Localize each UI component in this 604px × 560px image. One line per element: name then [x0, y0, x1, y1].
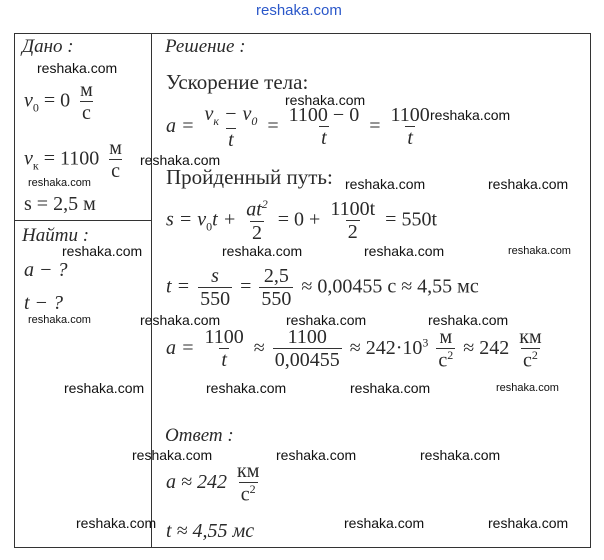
watermark: reshaka.com	[430, 107, 511, 123]
watermark: reshaka.com	[28, 177, 91, 189]
watermark: reshaka.com	[496, 382, 559, 394]
watermark: reshaka.com	[364, 243, 445, 259]
watermark: reshaka.com	[132, 447, 213, 463]
path-label: Пройденный путь:	[166, 165, 333, 189]
column-divider	[151, 33, 152, 548]
given-heading: Дано :	[22, 36, 74, 57]
find-heading: Найти :	[22, 225, 90, 246]
watermark: reshaka.com	[345, 176, 426, 192]
formula-acceleration: a = $\frac{v_к - v_0}{t}$ = $\frac{1100 - 0}{t}$ = $\frac{1100}{t}$	[166, 103, 430, 151]
answer-t: t ≈ 4,55 мс	[166, 520, 255, 542]
watermark: reshaka.com	[286, 312, 367, 328]
given-find-divider	[14, 220, 152, 221]
watermark: reshaka.com	[222, 243, 303, 259]
answer-a: a ≈ 242 $\frac{км}{с^2}$	[166, 460, 260, 506]
watermark: reshaka.com	[140, 152, 221, 168]
find-t: t − ?	[24, 292, 64, 314]
given-vk: $v_к = 1100$ $\frac{м}{с}$	[24, 137, 122, 182]
watermark: reshaka.com	[276, 447, 357, 463]
watermark: reshaka.com	[64, 380, 145, 396]
watermark: reshaka.com	[206, 380, 287, 396]
watermark: reshaka.com	[28, 314, 91, 326]
watermark: reshaka.com	[37, 60, 118, 76]
formula-time: t = $\frac{s}{550}$ = $\frac{2,5}{550}$ ≈ 0,00455 с ≈ 4,55 мс	[166, 265, 479, 310]
formula-path: $s = v_0t$ + $\frac{at^2}{2}$ = 0 + $\frac{1100t}{2}$ = 550t	[166, 197, 438, 244]
watermark: reshaka.com	[285, 92, 366, 108]
watermark-top: reshaka.com	[256, 2, 342, 19]
given-v0: $v_0 = 0$ $\frac{м}{с}$	[24, 79, 93, 124]
watermark: reshaka.com	[350, 380, 431, 396]
watermark: reshaka.com	[344, 515, 425, 531]
accel-label: Ускорение тела:	[166, 70, 309, 94]
watermark: reshaka.com	[420, 447, 501, 463]
watermark: reshaka.com	[508, 245, 571, 257]
answer-heading: Ответ :	[165, 425, 234, 446]
formula-acceleration-value: a = $\frac{1100}{t}$ ≈ $\frac{1100}{0,00455}$ ≈ $242\cdot 10^3$ $\frac{м}{с^2}$ ≈ 242 $\frac{км}{с^2}$	[166, 326, 542, 372]
watermark: reshaka.com	[428, 312, 509, 328]
watermark: reshaka.com	[140, 312, 221, 328]
solution-heading: Решение :	[165, 36, 246, 57]
watermark: reshaka.com	[488, 176, 569, 192]
given-s: s = 2,5 м	[24, 193, 96, 215]
find-a: a − ?	[24, 259, 68, 281]
watermark: reshaka.com	[62, 243, 143, 259]
watermark: reshaka.com	[76, 515, 157, 531]
watermark: reshaka.com	[488, 515, 569, 531]
